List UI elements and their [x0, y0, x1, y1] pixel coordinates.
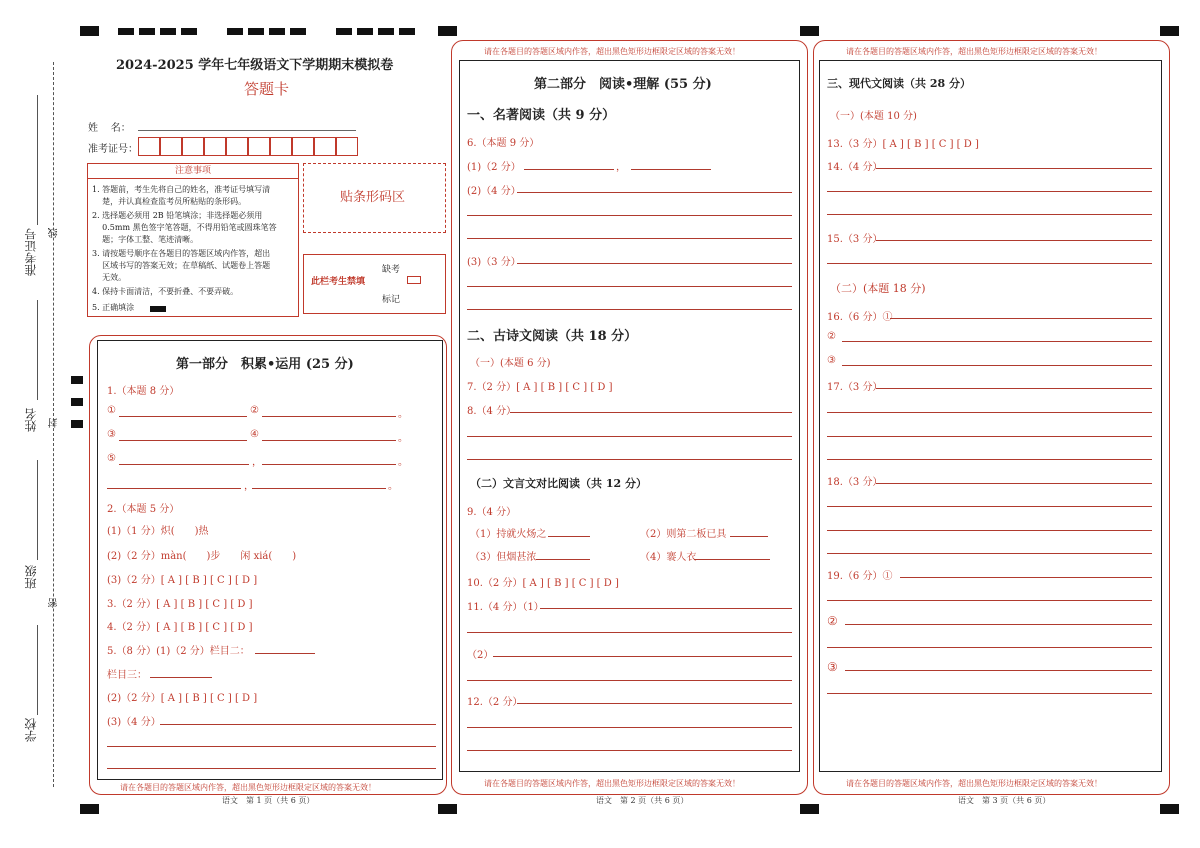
q19-c2: ②	[827, 614, 838, 628]
q9-1: （1）持就火炀之	[470, 529, 547, 540]
timing-mark	[399, 28, 415, 35]
timing-mark	[160, 28, 176, 35]
exam-id-box[interactable]	[182, 137, 204, 156]
corner-mark	[438, 804, 457, 814]
class-label: 班级	[24, 565, 38, 589]
answer-line[interactable]	[827, 436, 1152, 437]
period: 。	[398, 433, 408, 444]
q2-3-choices[interactable]: (3)（2 分）[ A ] [ B ] [ C ] [ D ]	[107, 575, 258, 586]
q5-blank-1[interactable]	[255, 653, 315, 654]
sub2-title: （二）文言文对比阅读（共 12 分）	[470, 477, 647, 490]
answer-line[interactable]	[467, 309, 792, 310]
timing-mark	[357, 28, 373, 35]
q8-label: 8.（4 分）	[467, 406, 517, 417]
answer-line[interactable]	[845, 624, 1152, 625]
exam-no-line	[37, 95, 38, 225]
sub1-label: （一）(本题 6 分)	[470, 358, 551, 369]
q7-choices[interactable]: 7.（2 分）[ A ] [ B ] [ C ] [ D ]	[467, 382, 613, 393]
exam-id-label: 准考证号：	[88, 144, 138, 155]
answer-line[interactable]	[827, 214, 1152, 215]
notice-line: 楚，并认真检查监考员所粘贴的条形码。	[92, 197, 247, 206]
q6-1-blank-1[interactable]	[524, 169, 614, 170]
corner-mark	[1160, 804, 1179, 814]
corner-mark	[438, 26, 457, 36]
exam-title: 2024-2025 学年七年级语文下学期期末模拟卷	[116, 58, 394, 73]
corner-mark	[80, 26, 99, 36]
timing-mark	[269, 28, 285, 35]
section3-title: 三、现代文阅读（共 28 分）	[827, 77, 971, 90]
absent-checkbox[interactable]	[407, 276, 421, 284]
q16-c2: ②	[827, 331, 836, 342]
q5-column3: 栏目三：	[107, 670, 147, 681]
q6-2-label: (2)（4 分）	[467, 186, 521, 197]
notice-line: 无效。	[92, 273, 127, 282]
q1-blank-1[interactable]	[119, 416, 247, 417]
absent-label-top: 缺考	[382, 265, 401, 275]
answer-line[interactable]	[540, 608, 792, 609]
side-mark	[71, 398, 83, 406]
exam-id-box[interactable]	[292, 137, 314, 156]
q12-label: 12.（2 分）	[467, 697, 523, 708]
q2-2: (2)（2 分）màn( )步 闲 xiá( )	[107, 551, 297, 562]
corner-mark	[800, 26, 819, 36]
answer-line[interactable]	[876, 168, 1152, 169]
answer-line[interactable]	[876, 240, 1152, 241]
answer-line[interactable]	[493, 656, 792, 657]
answer-line[interactable]	[827, 693, 1152, 694]
part1-notice-bar: 请在各题目的答题区域内作答，超出黑色矩形边框限定区域的答案无效！	[120, 783, 376, 792]
timing-mark	[336, 28, 352, 35]
q11-label: 11.（4 分）（1）	[467, 602, 544, 613]
page-footer: 语文 第 2 页（共 6 页）	[596, 796, 689, 805]
q1-blank-5[interactable]	[119, 464, 249, 465]
q3-choices[interactable]: 3.（2 分）[ A ] [ B ] [ C ] [ D ]	[107, 599, 253, 610]
answer-line[interactable]	[107, 768, 436, 769]
q9-1-blank[interactable]	[548, 536, 590, 537]
answer-line[interactable]	[827, 412, 1152, 413]
q16-label: 16.（6 分）①	[827, 312, 893, 323]
q9-label: 9.（4 分）	[467, 507, 517, 518]
name-label: 姓名	[24, 408, 38, 432]
answer-line[interactable]	[845, 670, 1152, 671]
q1-c3: ③	[107, 429, 116, 440]
q19-c3: ③	[827, 660, 838, 674]
section2-title: 二、古诗文阅读（共 18 分）	[467, 329, 638, 344]
q1-c2: ②	[250, 405, 259, 416]
comma: ，	[244, 481, 254, 492]
q4-choices[interactable]: 4.（2 分）[ A ] [ B ] [ C ] [ D ]	[107, 622, 253, 633]
p3-sub2-label: （二）(本题 18 分)	[830, 282, 926, 295]
q5-2-choices[interactable]: (2)（2 分）[ A ] [ B ] [ C ] [ D ]	[107, 693, 258, 704]
answer-line[interactable]	[510, 412, 792, 413]
answer-line[interactable]	[827, 647, 1152, 648]
q5-3-label: (3)（4 分）	[107, 717, 161, 728]
answer-line[interactable]	[467, 459, 792, 460]
notice-line: 题；字体工整、笔迹清晰。	[92, 235, 199, 244]
q1-blank-6[interactable]	[262, 464, 396, 465]
period: 。	[388, 481, 398, 492]
timing-mark	[139, 28, 155, 35]
page-footer: 语文 第 3 页（共 6 页）	[958, 796, 1051, 805]
side-mark	[71, 376, 83, 384]
corner-mark	[1160, 26, 1179, 36]
q18-label: 18.（3 分）	[827, 477, 883, 488]
q6-3-label: (3)（3 分）	[467, 257, 521, 268]
answer-line[interactable]	[467, 238, 792, 239]
answer-line[interactable]	[876, 483, 1152, 484]
timing-mark	[290, 28, 306, 35]
q1-blank-7[interactable]	[107, 488, 241, 489]
timing-mark	[181, 28, 197, 35]
q9-3-blank[interactable]	[536, 559, 590, 560]
answer-line[interactable]	[827, 191, 1152, 192]
timing-mark	[378, 28, 394, 35]
answer-line[interactable]	[517, 703, 792, 704]
q1-blank-3[interactable]	[119, 440, 247, 441]
q9-2-blank[interactable]	[730, 536, 768, 537]
q2-label: 2.（本题 5 分）	[107, 504, 180, 515]
q5-label: 5.（8 分）(1)（2 分）栏目二：	[107, 646, 250, 657]
class-line	[37, 460, 38, 560]
answer-line[interactable]	[517, 263, 792, 264]
answer-line[interactable]	[876, 388, 1152, 389]
corner-mark	[800, 804, 819, 814]
section1-title: 一、名著阅读（共 9 分）	[467, 108, 616, 123]
answer-line[interactable]	[517, 192, 792, 193]
answer-line[interactable]	[467, 632, 792, 633]
school-line	[37, 625, 38, 715]
q14-label: 14.（4 分）	[827, 162, 883, 173]
timing-mark	[248, 28, 264, 35]
q17-label: 17.（3 分）	[827, 382, 883, 393]
answer-line[interactable]	[827, 506, 1152, 507]
q1-c4: ④	[250, 429, 259, 440]
name-field-label: 姓 名：	[88, 123, 131, 134]
notice-line: 4. 保持卡面清洁，不要折叠、不要弄破。	[92, 287, 239, 296]
p3-sub1-label: （一）(本题 10 分)	[830, 111, 917, 122]
q13-choices[interactable]: 13.（3 分）[ A ] [ B ] [ C ] [ D ]	[827, 139, 979, 150]
name-line	[37, 300, 38, 400]
answer-line[interactable]	[160, 724, 436, 725]
q2-1: (1)（1 分）炽( )热	[107, 526, 209, 537]
answer-line[interactable]	[467, 436, 792, 437]
q1-blank-8[interactable]	[252, 488, 386, 489]
q15-label: 15.（3 分）	[827, 234, 883, 245]
q6-1-blank-2[interactable]	[631, 169, 711, 170]
comma: ，	[252, 457, 262, 468]
exam-id-box[interactable]	[336, 137, 358, 156]
q9-3: （3）但烟甚浓	[470, 552, 537, 563]
answer-line[interactable]	[827, 600, 1152, 601]
secret-mark: 密	[49, 598, 60, 608]
part2-notice-bottom: 请在各题目的答题区域内作答，超出黑色矩形边框限定区域的答案无效！	[484, 779, 740, 788]
timing-mark	[118, 28, 134, 35]
q6-1-label: (1)（2 分）	[467, 162, 521, 173]
school-label: 学校	[24, 718, 38, 742]
answer-line[interactable]	[890, 318, 1152, 319]
q1-c1: ①	[107, 405, 116, 416]
absent-forbid-label: 此栏考生禁填	[311, 277, 366, 287]
seal-mark: 封	[49, 418, 60, 428]
timing-mark	[227, 28, 243, 35]
exam-id-box[interactable]	[226, 137, 248, 156]
answer-line[interactable]	[467, 750, 792, 751]
exam-id-box[interactable]	[270, 137, 292, 156]
answer-line[interactable]	[842, 341, 1152, 342]
notice-line: 5. 正确填涂	[92, 303, 135, 312]
answer-line[interactable]	[900, 577, 1152, 578]
answer-line[interactable]	[467, 680, 792, 681]
absent-label-bottom: 标记	[382, 295, 401, 305]
q11-2-label: （2）	[467, 650, 494, 661]
part2-notice-top: 请在各题目的答题区域内作答，超出黑色矩形边框限定区域的答案无效！	[484, 47, 740, 56]
notice-title: 注意事项	[88, 164, 298, 179]
page-footer: 语文 第 1 页（共 6 页）	[222, 796, 315, 805]
notice-line: 区域书写的答案无效；在草稿纸、试题卷上答题	[92, 261, 271, 270]
name-field[interactable]	[138, 130, 356, 131]
notice-line: 1. 答题前，考生先将自己的姓名，准考证号填写清	[92, 185, 271, 194]
q1-label: 1.（本题 8 分）	[107, 386, 180, 397]
part3-notice-bottom: 请在各题目的答题区域内作答，超出黑色矩形边框限定区域的答案无效！	[846, 779, 1102, 788]
q9-4-blank[interactable]	[694, 559, 770, 560]
answer-line[interactable]	[827, 530, 1152, 531]
exam-id-box[interactable]	[160, 137, 182, 156]
part1-title: 第一部分 积累•运用 (25 分)	[176, 357, 354, 372]
q9-2: （2）则第二板已具	[640, 529, 727, 540]
cut-line-mark: 线	[49, 228, 60, 238]
filled-bubble-sample	[150, 306, 166, 312]
corner-mark	[80, 804, 99, 814]
side-mark	[71, 420, 83, 428]
answer-line[interactable]	[467, 215, 792, 216]
exam-no-label: 准考证号	[24, 228, 38, 276]
barcode-area-label: 贴条形码区	[340, 190, 406, 205]
exam-id-box[interactable]	[138, 137, 160, 156]
answer-line[interactable]	[467, 727, 792, 728]
q16-c3: ③	[827, 355, 836, 366]
q10-choices[interactable]: 10.（2 分）[ A ] [ B ] [ C ] [ D ]	[467, 578, 619, 589]
notice-line: 2. 选择题必须用 2B 铅笔填涂；非选择题必须用	[92, 211, 263, 220]
answer-line[interactable]	[467, 286, 792, 287]
part3-notice-top: 请在各题目的答题区域内作答，超出黑色矩形边框限定区域的答案无效！	[846, 47, 1102, 56]
answer-card-title: 答题卡	[244, 80, 290, 98]
period: 。	[398, 457, 408, 468]
exam-id-box[interactable]	[314, 137, 336, 156]
answer-line[interactable]	[827, 263, 1152, 264]
exam-id-box[interactable]	[248, 137, 270, 156]
exam-id-box[interactable]	[204, 137, 226, 156]
answer-line[interactable]	[827, 459, 1152, 460]
answer-line[interactable]	[107, 746, 436, 747]
answer-line[interactable]	[842, 365, 1152, 366]
q1-c5: ⑤	[107, 453, 116, 464]
period: 。	[398, 409, 408, 420]
notice-line: 0.5mm 黑色签字笔答题，不得用铅笔或圆珠笔答	[92, 223, 277, 232]
q1-blank-4[interactable]	[262, 440, 396, 441]
q1-blank-2[interactable]	[262, 416, 396, 417]
part2-title: 第二部分 阅读•理解 (55 分)	[534, 77, 712, 92]
notice-line: 3. 请按题号顺序在各题目的答题区域内作答，超出	[92, 249, 271, 258]
answer-line[interactable]	[827, 553, 1152, 554]
comma: ，	[616, 162, 626, 173]
q19-label: 19.（6 分）①	[827, 571, 893, 582]
q9-4: （4）褰人衣	[640, 552, 697, 563]
q6-label: 6.（本题 9 分）	[467, 138, 540, 149]
q5-blank-2[interactable]	[150, 677, 212, 678]
